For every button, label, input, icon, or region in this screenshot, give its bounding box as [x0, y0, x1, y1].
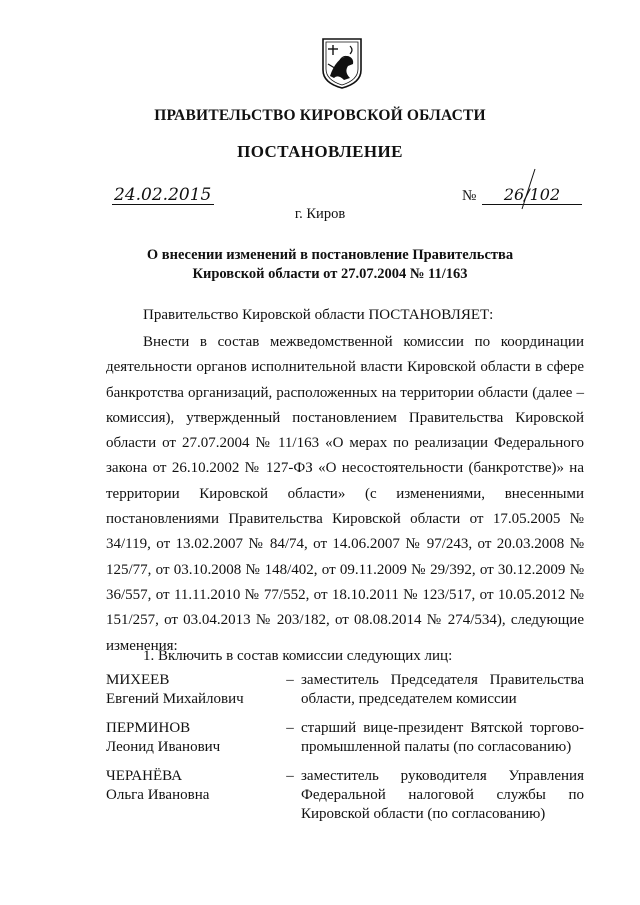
item-one: 1. Включить в состав комиссии следующих лиц:: [143, 648, 453, 664]
member-role: старший вице-президент Вятской торгово-промышленной палаты (по согласованию): [301, 720, 584, 755]
number-label: №: [462, 188, 477, 204]
intro-line: Правительство Кировской области ПОСТАНОВЛЯЕТ:: [143, 307, 494, 323]
member-given-names: Леонид Иванович: [106, 739, 221, 755]
member-given-names: Евгений Михайлович: [106, 691, 244, 707]
document-type: ПОСТАНОВЛЕНИЕ: [237, 142, 403, 161]
member-surname: ЧЕРАНЁВА: [106, 768, 183, 784]
main-paragraph: Внести в состав межведомственной комиссии по координации деятельности органов исполнительной власти Кировской области в сфере банкротства организаций, расположенных на территории области (далее – комиссия), утвержденный постановлением Правительства Кировской области от 27.07.2004 № 11/163 «О мерах по реализации Федерального закона от 26.10.2002 № 127-ФЗ «О несостоятельности (банкротстве)» на территории Кировской области» (с изменениями, внесенными постановлениями Правительства Кировской области от 17.05.2005 № 34/119, от 13.02.2007 № 84/74, от 14.06.2007 № 97/243, от 20.03.2008 № 125/77, от 03.10.2008 № 148/402, от 09.11.2009 № 29/392, от 30.12.2009 № 36/557, от 11.11.2010 № 77/552, от 18.10.2011 № 123/517, от 10.05.2012 № 151/257, от 03.04.2013 № 203/182, от 08.08.2014 № 274/534), следующие изменения:: [106, 334, 584, 654]
members-list: [106, 671, 584, 837]
member-row: [106, 671, 584, 719]
member-row: [106, 719, 584, 767]
member-name: [106, 719, 276, 757]
member-dash: –: [286, 720, 294, 736]
document-date: 24.02.2015: [112, 186, 214, 205]
member-role: заместитель руководителя Управления Федеральной налоговой службы по Кировской области (по согласованию): [301, 768, 584, 822]
member-name: [106, 671, 276, 709]
member-given-names: Ольга Ивановна: [106, 787, 210, 803]
decree-subject: О внесении изменений в постановление Правительства Кировской области от 27.07.2004 № 11/163: [146, 247, 514, 282]
member-dash: –: [286, 672, 294, 688]
city-line: г. Киров: [294, 206, 346, 222]
member-dash: –: [286, 768, 294, 784]
coat-of-arms-icon: [320, 36, 364, 90]
organization-title: ПРАВИТЕЛЬСТВО КИРОВСКОЙ ОБЛАСТИ: [154, 107, 486, 124]
member-name: [106, 767, 276, 805]
member-surname: МИХЕЕВ: [106, 672, 170, 688]
member-role: заместитель Председателя Правительства области, председателем комиссии: [301, 672, 584, 707]
document-number: 26/102: [482, 186, 582, 205]
member-surname: ПЕРМИНОВ: [106, 720, 191, 736]
member-row: [106, 767, 584, 837]
